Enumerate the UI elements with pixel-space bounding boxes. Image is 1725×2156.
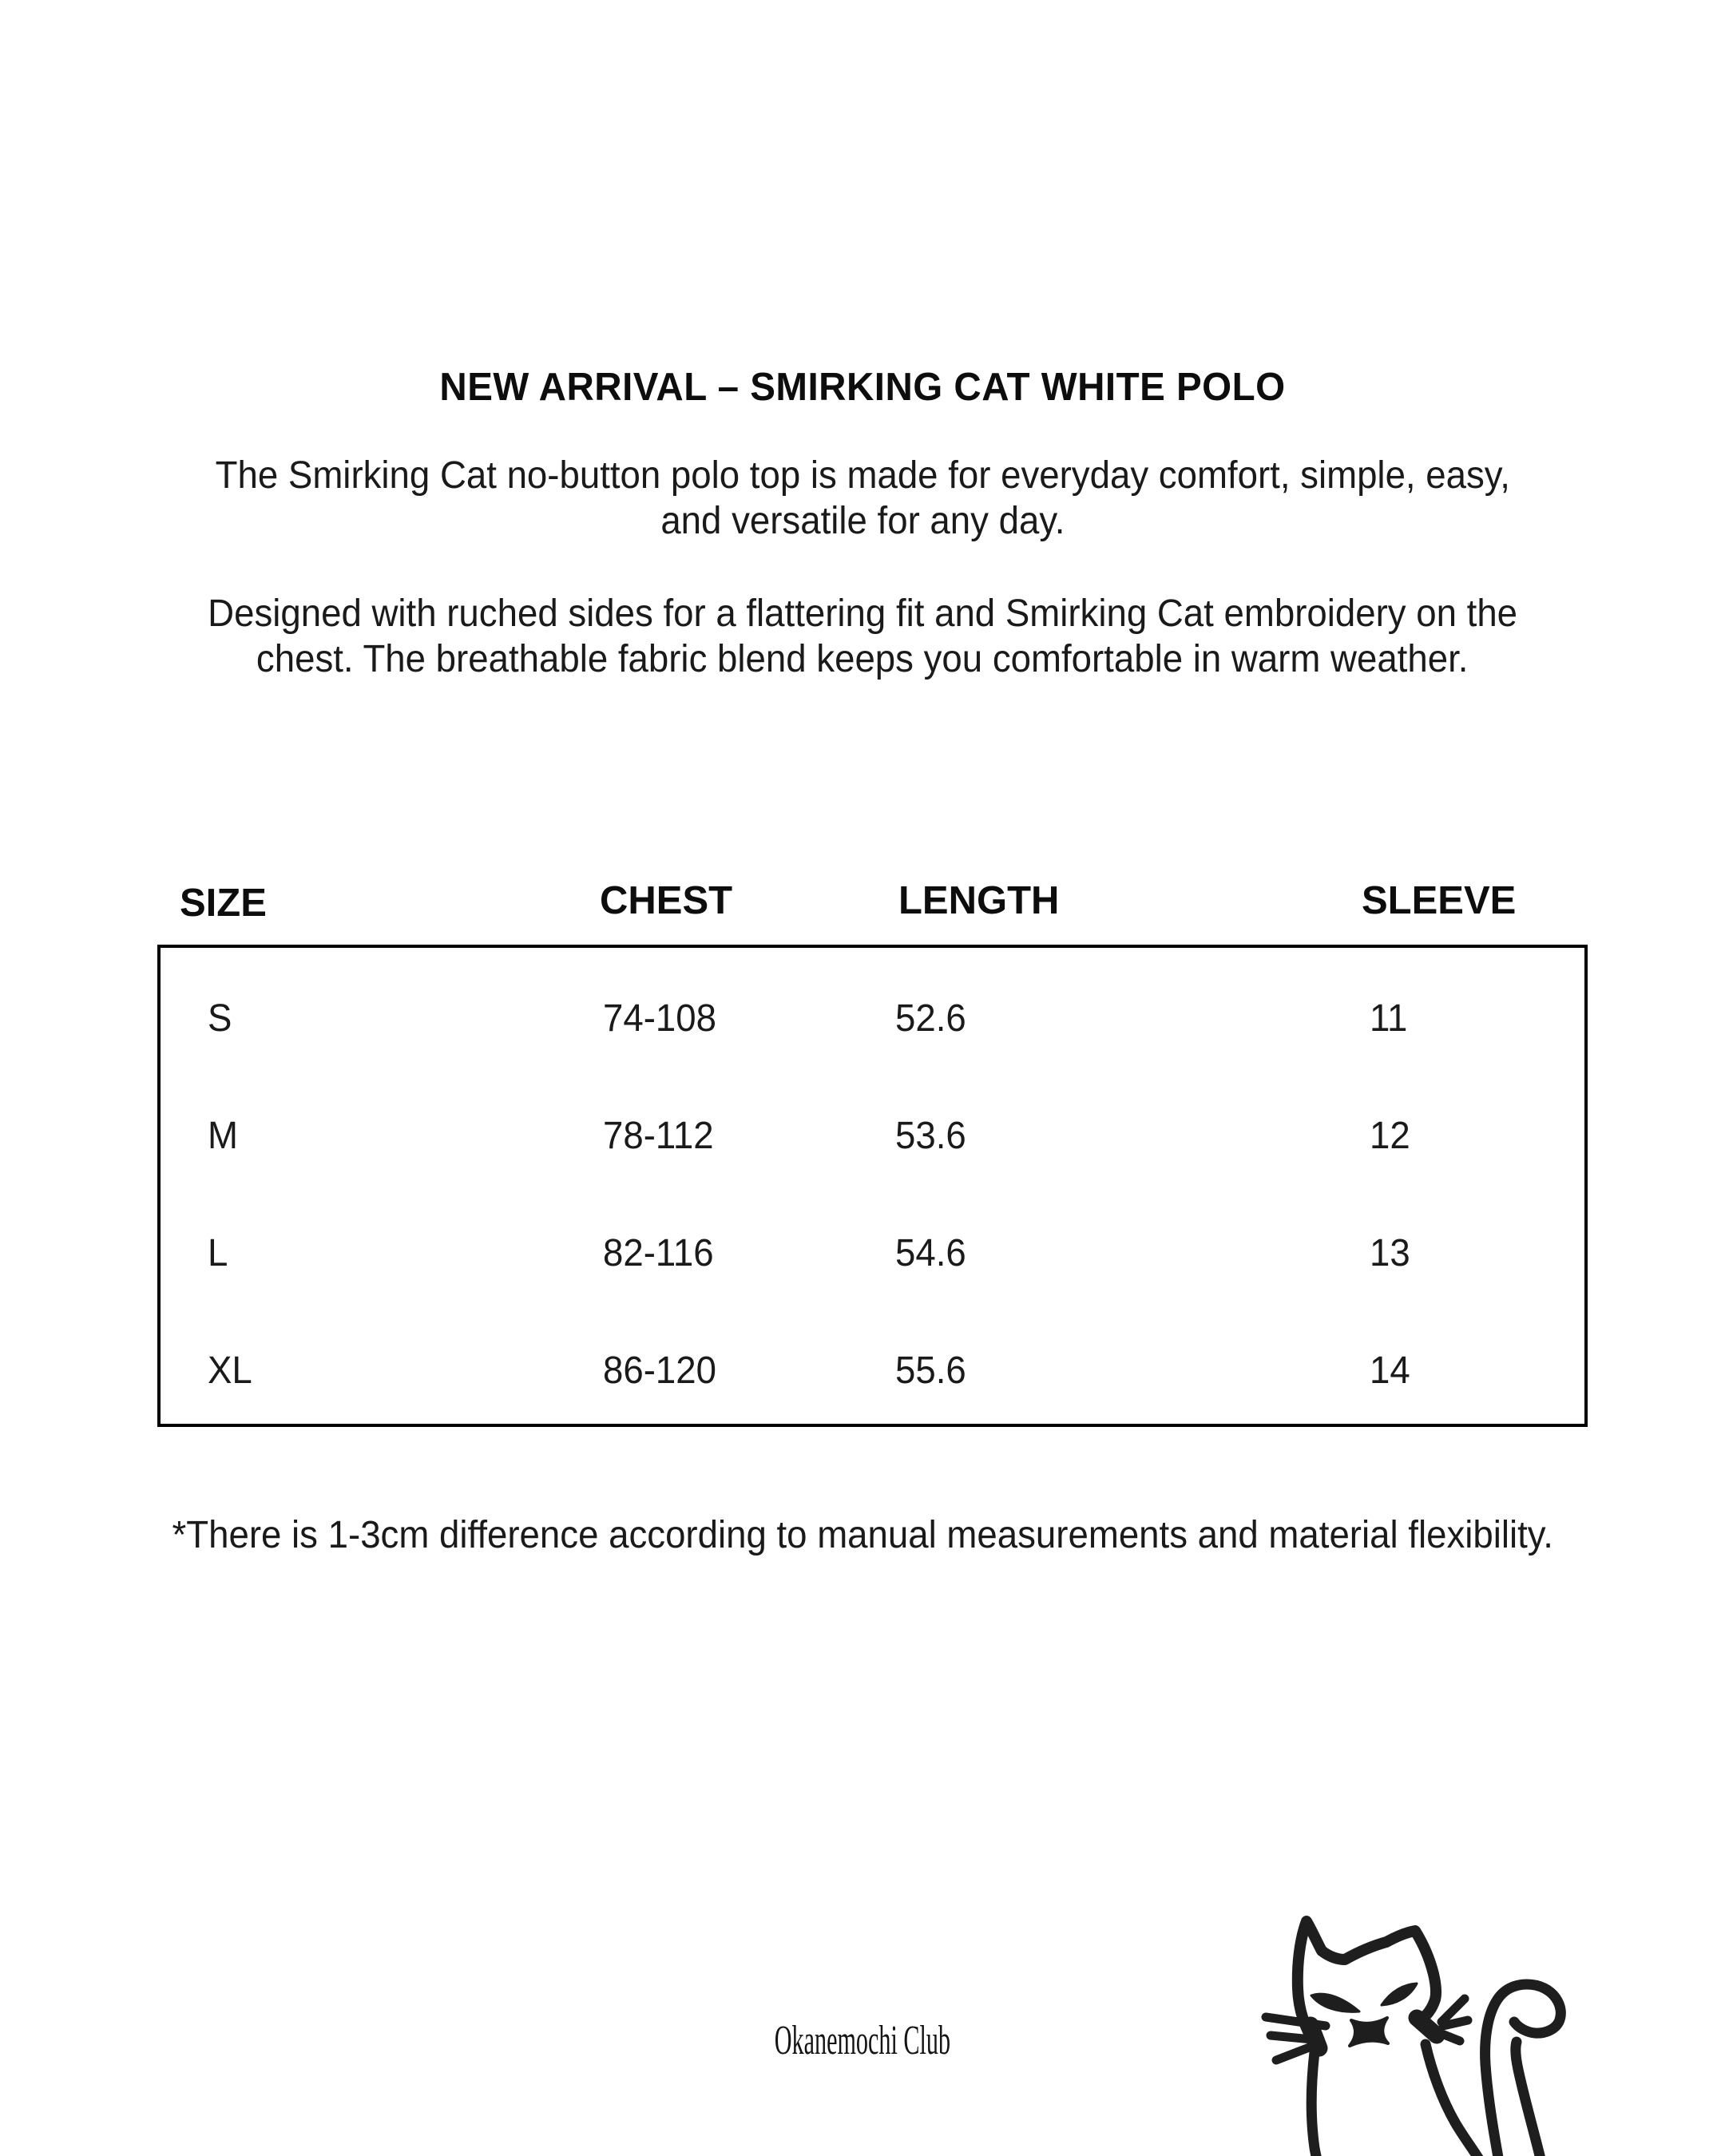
column-header-size: SIZE bbox=[180, 882, 267, 925]
column-header-chest: CHEST bbox=[600, 879, 733, 922]
cell-sleeve: 14 bbox=[1370, 1349, 1410, 1392]
brand-name: Okanemochi Club bbox=[774, 2018, 951, 2063]
paragraph-line: and versatile for any day. bbox=[660, 500, 1065, 542]
smirking-cat-illustration bbox=[1246, 1908, 1613, 2156]
size-table bbox=[157, 945, 1588, 1427]
measurement-footnote: *There is 1-3cm difference according to manual measurements and material flexibility. bbox=[172, 1514, 1553, 1556]
cell-size: M bbox=[208, 1115, 238, 1157]
smirking-cat-icon bbox=[1246, 1908, 1613, 2156]
cell-sleeve: 11 bbox=[1370, 997, 1408, 1040]
table-row bbox=[161, 1234, 1584, 1274]
cell-size: S bbox=[208, 997, 232, 1040]
cell-sleeve: 12 bbox=[1370, 1115, 1410, 1157]
table-row bbox=[161, 999, 1584, 1039]
column-header-sleeve: SLEEVE bbox=[1362, 879, 1517, 922]
page-title-text: NEW ARRIVAL – SMIRKING CAT WHITE POLO bbox=[439, 366, 1286, 409]
column-header-length: LENGTH bbox=[898, 879, 1060, 922]
cell-length: 53.6 bbox=[895, 1115, 966, 1157]
table-row bbox=[161, 1116, 1584, 1156]
cell-sleeve: 13 bbox=[1370, 1232, 1410, 1274]
paragraph-line: Designed with ruched sides for a flattering fit and Smirking Cat embroidery on the bbox=[208, 593, 1517, 635]
paragraph-line: The Smirking Cat no-button polo top is made for everyday comfort, simple, easy, bbox=[215, 454, 1510, 497]
table-row bbox=[161, 1351, 1584, 1391]
description-paragraph-2 bbox=[0, 591, 1725, 682]
cell-length: 55.6 bbox=[895, 1349, 966, 1392]
cell-size: L bbox=[208, 1232, 228, 1274]
cell-chest: 74-108 bbox=[603, 997, 716, 1040]
size-table-column-headers bbox=[0, 879, 1725, 925]
cell-length: 54.6 bbox=[895, 1232, 966, 1274]
cell-chest: 82-116 bbox=[603, 1232, 714, 1274]
cell-chest: 86-120 bbox=[603, 1349, 716, 1392]
page-title bbox=[0, 367, 1725, 407]
cell-chest: 78-112 bbox=[603, 1115, 714, 1157]
cell-size: XL bbox=[208, 1349, 252, 1392]
cell-length: 52.6 bbox=[895, 997, 966, 1040]
paragraph-line: chest. The breathable fabric blend keeps you comfortable in warm weather. bbox=[256, 638, 1469, 680]
description-paragraph-1 bbox=[0, 453, 1725, 544]
